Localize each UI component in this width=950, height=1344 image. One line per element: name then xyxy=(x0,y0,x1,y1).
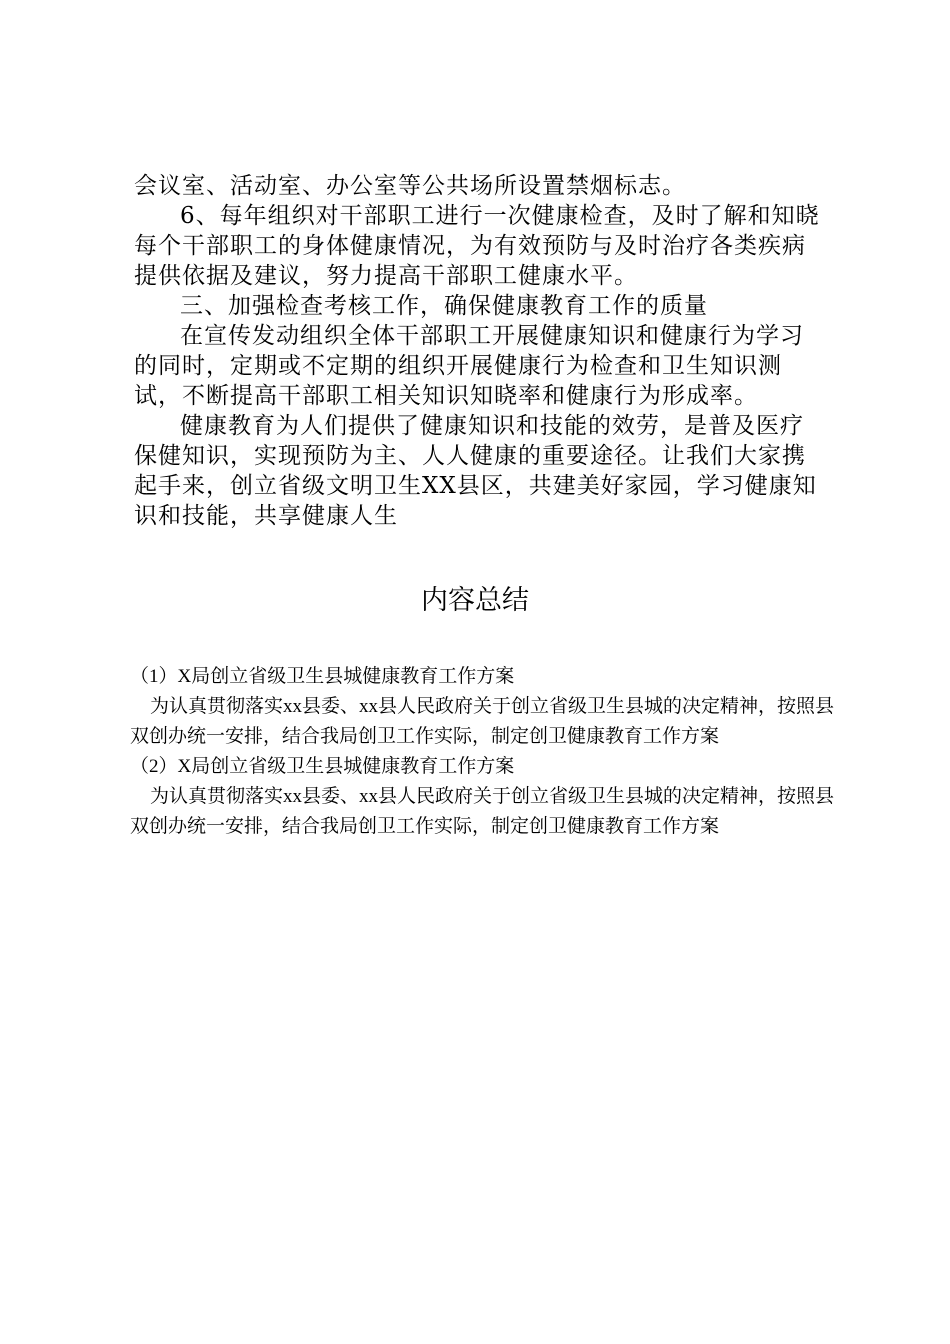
section-heading-inspection: 三、加强检查考核工作，确保健康教育工作的质量 xyxy=(180,293,708,319)
body-paragraph-inspection: 在宣传发动组织全体干部职工开展健康知识和健康行为学习的同时，定期或不定期的组织开展健康行为检查和卫生知识测试，不断提高干部职工相关知识知晓率和健康行为形成率。 xyxy=(134,323,804,409)
summary-item-heading: （2）X局创立省级卫生县城健康教育工作方案 xyxy=(130,756,515,777)
body-paragraph-health-check: 6、每年组织对干部职工进行一次健康检查，及时了解和知晓每个干部职工的身体健康情况，为有效预防与及时治疗各类疾病提供依据及建议，努力提高干部职工健康水平。 xyxy=(134,203,820,289)
summary-title: 内容总结 xyxy=(421,585,529,615)
summary-item-text: 为认真贯彻落实xx县委、xx县人民政府关于创立省级卫生县城的决定精神，按照县双创办统一安排，结合我局创卫工作实际，制定创卫健康教育工作方案 xyxy=(130,786,835,837)
summary-item-text: 为认真贯彻落实xx县委、xx县人民政府关于创立省级卫生县城的决定精神，按照县双创办统一安排，结合我局创卫工作实际，制定创卫健康教育工作方案 xyxy=(130,696,835,747)
summary-item-heading: （1）X局创立省级卫生县城健康教育工作方案 xyxy=(130,666,515,687)
summary-section xyxy=(130,662,840,842)
body-paragraph-conclusion: 健康教育为人们提供了健康知识和技能的效劳，是普及医疗保健知识，实现预防为主、人人健康的重要途径。让我们大家携起手来，创立省级文明卫生XX县区，共建美好家园，学习健康知识和技能，共享健康人生 xyxy=(134,413,817,529)
document-body xyxy=(134,171,824,531)
body-line-no-smoking: 会议室、活动室、办公室等公共场所设置禁烟标志。 xyxy=(134,173,686,199)
